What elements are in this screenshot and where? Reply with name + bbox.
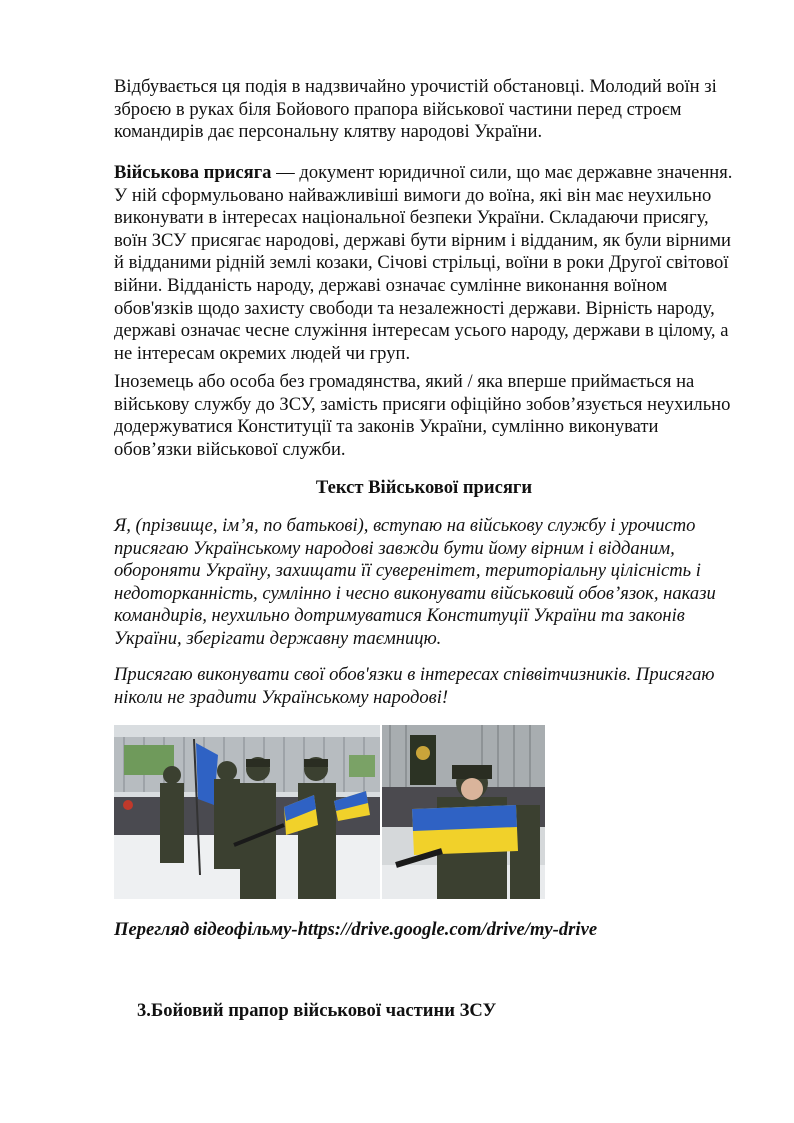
paragraph-oath-definition-text: — документ юридичної сили, що має державне значення. У ній сформульовано найважливіші вимоги до воїна, які він має неухильно виконувати в інтересах національної безпеки України. Складаючи присягу, воїн ЗСУ присягає народові, державі бути вірним і відданим, як були вірними й відданими рідній землі козаки, Січові стрільці, воїни в роки Другої світової війни. Відданість народу, державі означає сумлінне виконання воїном обов'язків щодо захисту свободи та незалежності держави. Вірність народу, державі означає чесне служіння інтересам усього народу, держави в цілому, а не інтересам окремих людей чи груп. xyxy=(114,162,733,364)
oath-text: Я, (прізвище, ім’я, по батькові), вступаю на військову службу і урочисто присягаю Українському народові завжди бути йому вірним і відданим, обороняти Україну, захищати її суверенітет, територіальну цілісність і недоторканність, сумлінно і чесно виконувати військовий обов’язок, накази командирів, неухильно дотримуватися Конституції України та законів України, зберігати державну таємницю. xyxy=(114,515,716,649)
section-title: 3.Бойовий прапор військової частини ЗСУ xyxy=(137,1000,497,1021)
oath-ceremony-photo-right xyxy=(382,725,545,899)
paragraph-ceremony: Відбувається ця подія в надзвичайно урочистій обстановці. Молодий воїн зі зброєю в руках біля Бойового прапора військової частини перед строєм командирів дає персональну клятву народові України. xyxy=(114,76,717,143)
video-link[interactable]: Перегляд відеофільму-https://drive.google.com/drive/my-drive xyxy=(114,919,598,940)
oath-ceremony-photo-left xyxy=(114,725,380,899)
term-military-oath: Військова присяга xyxy=(114,162,272,183)
paragraph-oath-definition xyxy=(114,162,734,365)
oath-heading: Текст Військової присяги xyxy=(315,477,533,498)
oath-closing: Присягаю виконувати свої обов'язки в інтересах співвітчизників. Присягаю ніколи не зрадити Українському народові! xyxy=(114,664,715,708)
paragraph-foreigners: Іноземець або особа без громадянства, який / яка вперше приймається на військову службу до ЗСУ, замість присяги офіційно зобов’язується неухильно додержуватися Конституції та законів України, сумлінно виконувати обов’язки військової служби. xyxy=(114,371,731,460)
